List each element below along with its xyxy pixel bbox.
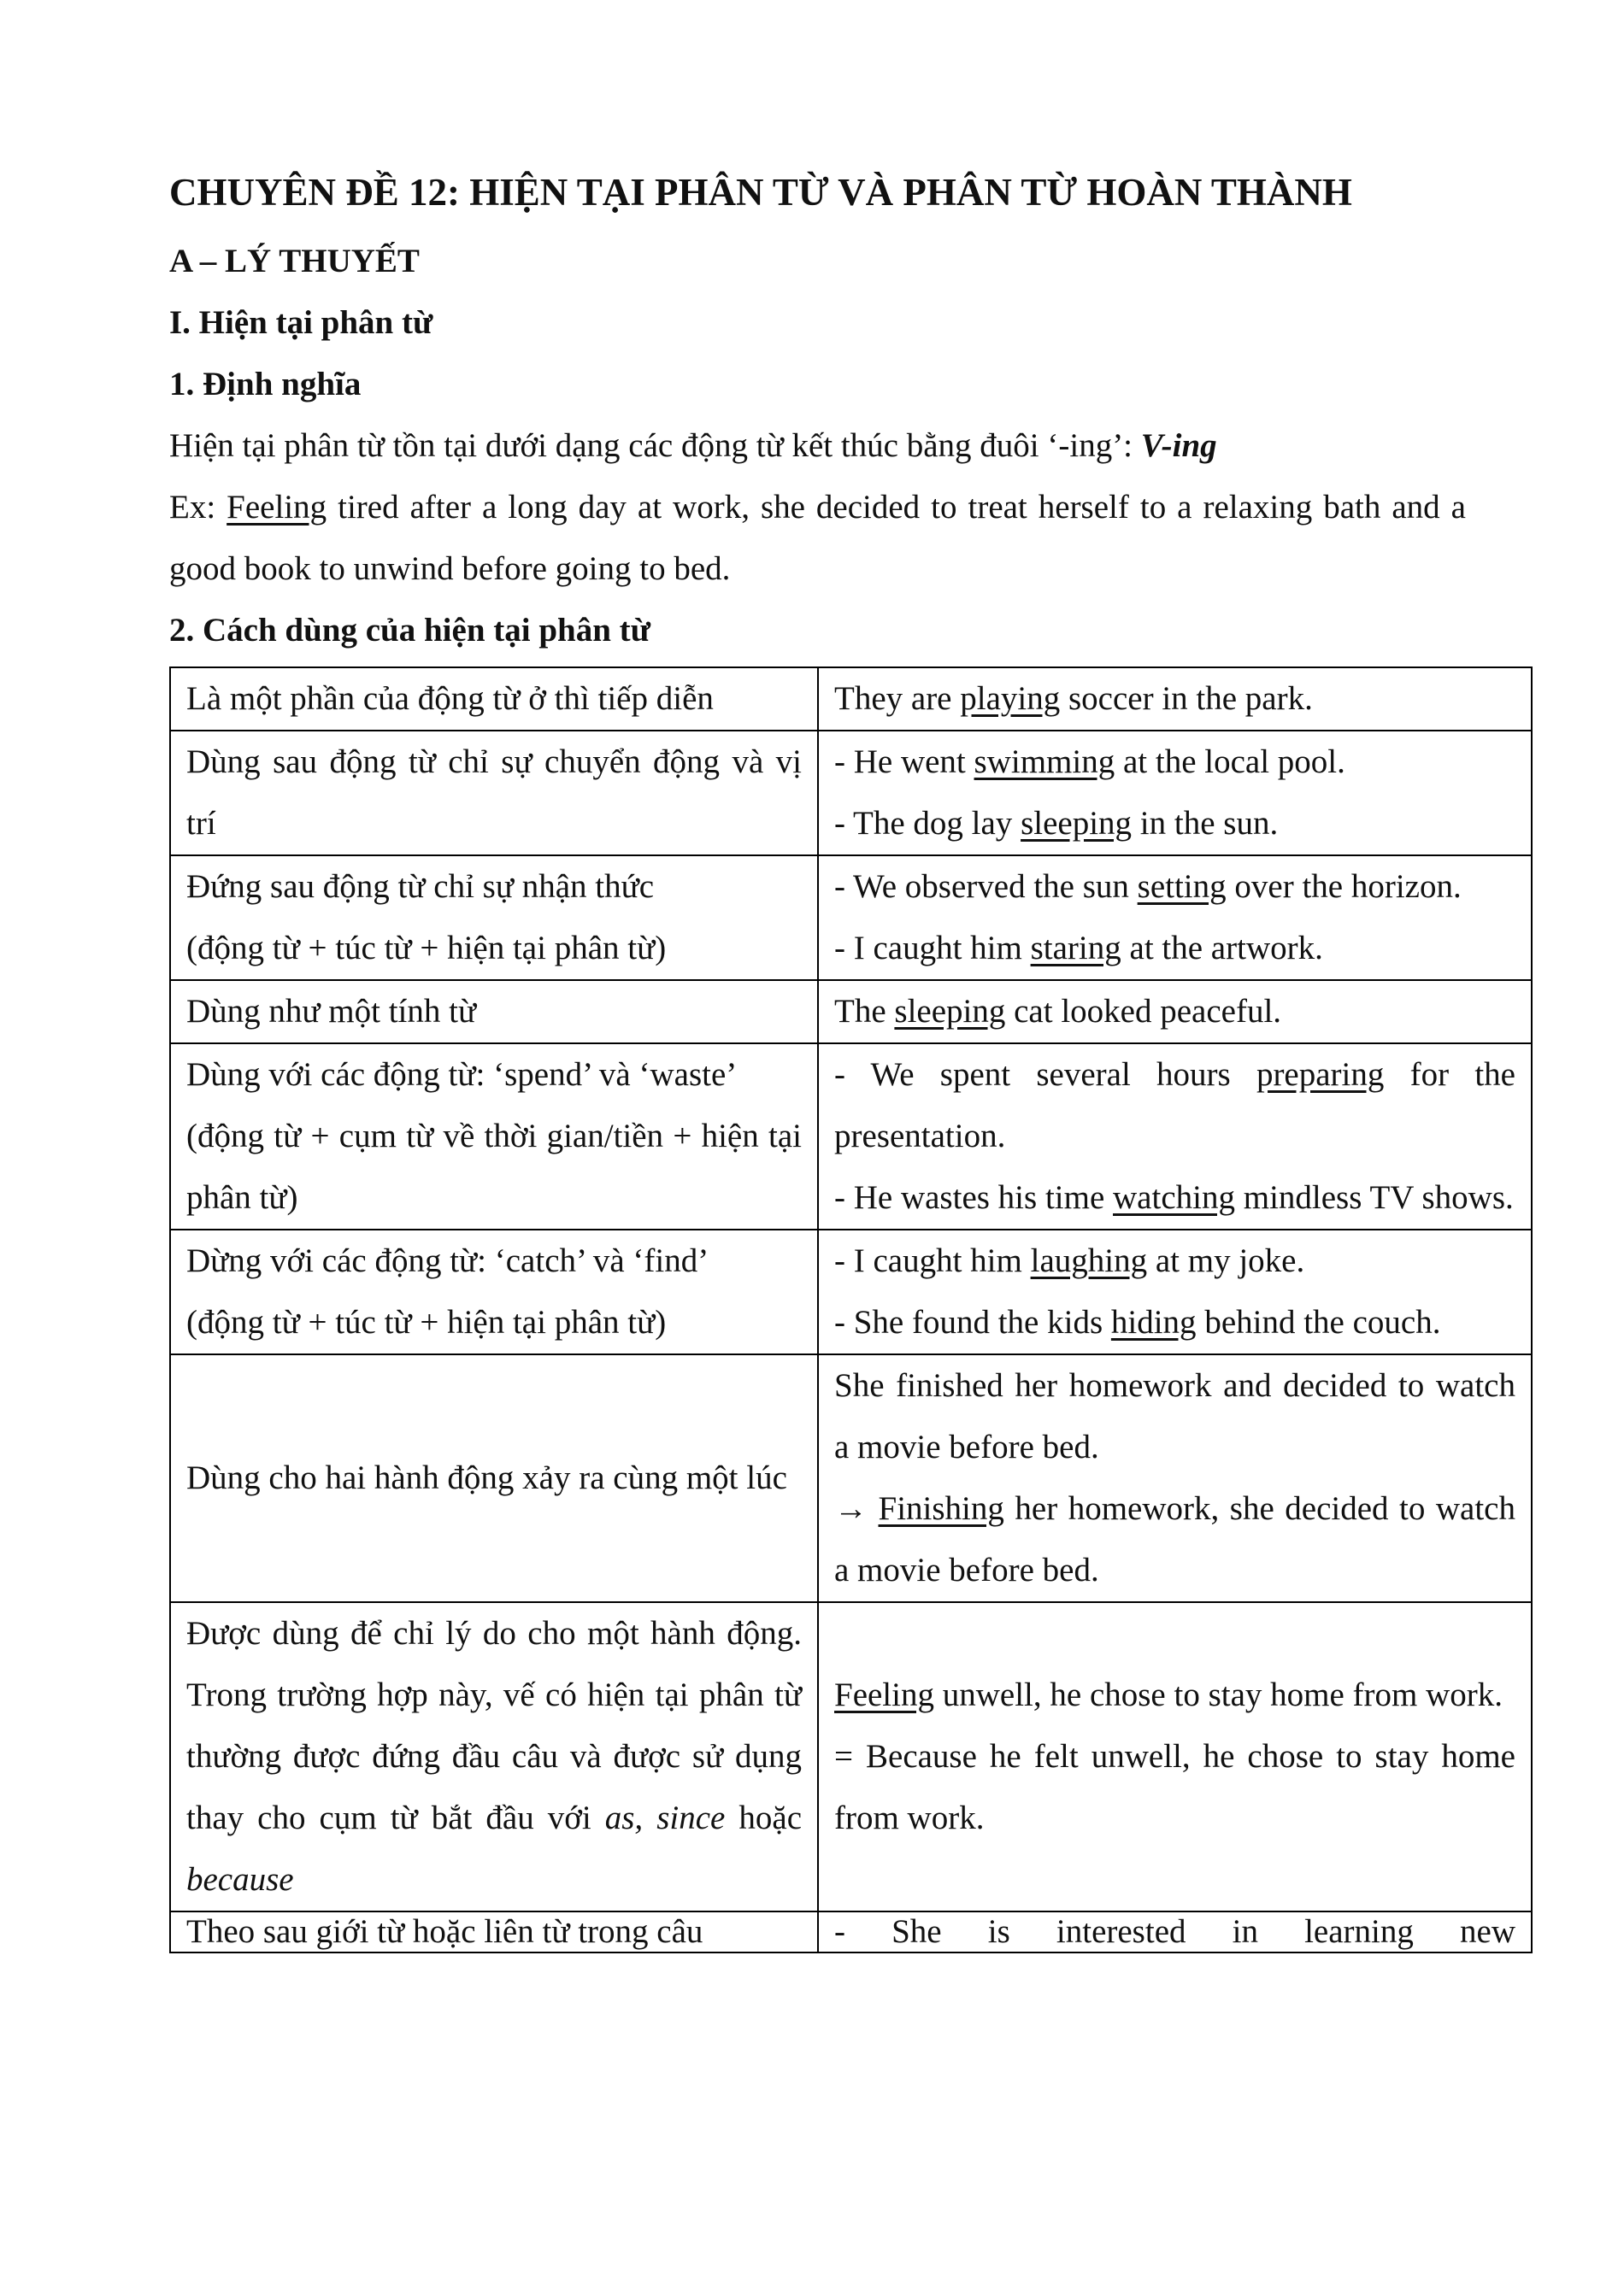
table-row <box>170 1354 1532 1602</box>
example-cell <box>818 731 1532 855</box>
example-text: cat looked peaceful. <box>1005 993 1282 1030</box>
usage-italic-term: because <box>186 1861 294 1898</box>
subheading-definition: 1. Định nghĩa <box>169 366 362 402</box>
example-line <box>834 981 1515 1042</box>
document-page <box>169 154 1515 1953</box>
usage-cell <box>170 1911 818 1952</box>
usage-text: Dùng với các động từ: ‘spend’ và ‘waste’ <box>186 1056 738 1093</box>
participle-word: watching <box>1113 1179 1235 1216</box>
example-text: - I caught him <box>834 1242 1031 1279</box>
participle-word: Feeling <box>834 1676 934 1713</box>
usage-cell <box>170 1230 818 1354</box>
usage-text: Là một phần của động từ ở thì tiếp diễn <box>186 680 714 717</box>
usage-cell <box>170 1602 818 1911</box>
example-text: - We observed the sun <box>834 868 1138 905</box>
example-text: She finished her homework and decided to watch a movie before bed. <box>834 1367 1515 1465</box>
table-row <box>170 980 1532 1043</box>
example-cell <box>818 980 1532 1043</box>
example-line <box>834 1230 1515 1292</box>
example-line <box>834 1167 1515 1229</box>
page-title: CHUYÊN ĐỀ 12: HIỆN TẠI PHÂN TỪ VÀ PHÂN TỪ HOÀN THÀNH <box>169 171 1352 214</box>
table-row <box>170 855 1532 980</box>
example-line <box>834 668 1515 730</box>
example-line <box>834 1292 1515 1354</box>
example-line <box>834 1665 1515 1726</box>
example-text: unwell, he chose to stay home from work. <box>933 1676 1503 1713</box>
participle-word: laughing <box>1030 1242 1148 1279</box>
example-text: They are <box>834 680 961 717</box>
example-text: at my joke. <box>1147 1242 1305 1279</box>
participle-word: preparing <box>1256 1056 1385 1093</box>
section-heading-a: A – LÝ THUYẾT <box>169 243 420 279</box>
example-cell <box>818 1354 1532 1602</box>
example-line: - She is interested in learning new <box>834 1913 1515 1950</box>
usage-text: Dùng như một tính từ <box>186 993 477 1030</box>
arrow-prefix: → <box>834 1490 879 1527</box>
participle-word: hiding <box>1110 1304 1197 1341</box>
example-text: - We spent several hours <box>834 1056 1256 1093</box>
example-text: her homework, she decided to watch a movie before bed. <box>834 1490 1515 1588</box>
example-text: - He wastes his time <box>834 1179 1114 1216</box>
table-row <box>170 1602 1532 1911</box>
example-line <box>834 1726 1515 1849</box>
usage-formula: (động từ + túc từ + hiện tại phân từ) <box>186 930 667 966</box>
example-underlined-word: Feeling <box>227 489 327 526</box>
usage-italic-term: as, since <box>604 1800 726 1836</box>
definition-form: V-ing <box>1140 427 1217 464</box>
example-text: in the sun. <box>1132 805 1279 842</box>
usage-text: Theo sau giới từ hoặc liên từ trong câu <box>186 1913 703 1950</box>
table-row <box>170 667 1532 731</box>
definition-text: Hiện tại phân từ tồn tại dưới dạng các động từ kết thúc bằng đuôi ‘-ing’: <box>169 427 1141 464</box>
example-text: behind the couch. <box>1196 1304 1441 1341</box>
example-text: at the artwork. <box>1121 930 1323 966</box>
example-text: over the horizon. <box>1226 868 1462 905</box>
example-line <box>834 1355 1515 1478</box>
example-line <box>834 918 1515 979</box>
example-text: - He went <box>834 743 974 780</box>
example-cell <box>818 1043 1532 1230</box>
participle-word: playing <box>960 680 1061 717</box>
participle-word: sleeping <box>894 993 1006 1030</box>
participle-word: sleeping <box>1021 805 1133 842</box>
table-row <box>170 1230 1532 1354</box>
example-cell <box>818 667 1532 731</box>
usage-formula: (động từ + túc từ + hiện tại phân từ) <box>186 1304 667 1341</box>
example-prefix: Ex: <box>169 489 227 526</box>
participle-word: Finishing <box>878 1490 1004 1527</box>
example-cell <box>818 1230 1532 1354</box>
example-text: - I caught him <box>834 930 1031 966</box>
section-heading-i: I. Hiện tại phân từ <box>169 304 433 341</box>
example-line <box>834 1044 1515 1167</box>
example-line <box>834 856 1515 918</box>
example-line <box>834 1478 1515 1601</box>
usage-text: Dùng cho hai hành động xảy ra cùng một lúc <box>186 1459 787 1496</box>
usage-cell <box>170 980 818 1043</box>
example-text: for the presentation. <box>834 1056 1515 1154</box>
example-line <box>834 793 1515 854</box>
example-text: mindless TV shows. <box>1234 1179 1514 1216</box>
usage-text: Đứng sau động từ chỉ sự nhận thức <box>186 868 655 905</box>
usage-cell <box>170 667 818 731</box>
participle-word: swimming <box>974 743 1115 780</box>
table-row <box>170 731 1532 855</box>
example-line <box>834 731 1515 793</box>
participle-word: staring <box>1030 930 1121 966</box>
usage-cell <box>170 731 818 855</box>
definition-paragraph <box>169 415 1466 477</box>
example-text: - The dog lay <box>834 805 1021 842</box>
example-text: = Because he felt unwell, he chose to stay home from work. <box>834 1738 1515 1836</box>
example-cell <box>818 1911 1532 1952</box>
example-cell <box>818 1602 1532 1911</box>
example-rest: tired after a long day at work, she decided to treat herself to a relaxing bath and a good book to unwind before going to bed. <box>169 489 1466 587</box>
example-cell <box>818 855 1532 980</box>
table-row <box>170 1043 1532 1230</box>
participle-word: setting <box>1137 868 1227 905</box>
table-row <box>170 1911 1532 1952</box>
usage-text: Dùng sau động từ chỉ sự chuyển động và vị trí <box>186 743 802 842</box>
example-text: - She found the kids <box>834 1304 1111 1341</box>
example-text: at the local pool. <box>1115 743 1345 780</box>
usage-formula: (động từ + cụm từ về thời gian/tiền + hiện tại phân từ) <box>186 1118 802 1216</box>
usage-cell <box>170 855 818 980</box>
usage-table <box>169 666 1533 1953</box>
usage-text-main: Được dùng để chỉ lý do cho một hành động. Trong trường hợp này, vế có hiện tại phân từ thường được đứng đầu câu và được sử dụng thay cho cụm từ bắt đầu với <box>186 1615 802 1836</box>
example-paragraph <box>169 477 1466 600</box>
usage-text-conj: hoặc <box>725 1800 802 1836</box>
subheading-usage: 2. Cách dùng của hiện tại phân từ <box>169 612 651 649</box>
usage-cell <box>170 1043 818 1230</box>
example-text: The <box>834 993 895 1030</box>
usage-text <box>186 1603 802 1911</box>
example-text: soccer in the park. <box>1060 680 1313 717</box>
usage-cell <box>170 1354 818 1602</box>
usage-text: Dừng với các động từ: ‘catch’ và ‘find’ <box>186 1242 709 1279</box>
